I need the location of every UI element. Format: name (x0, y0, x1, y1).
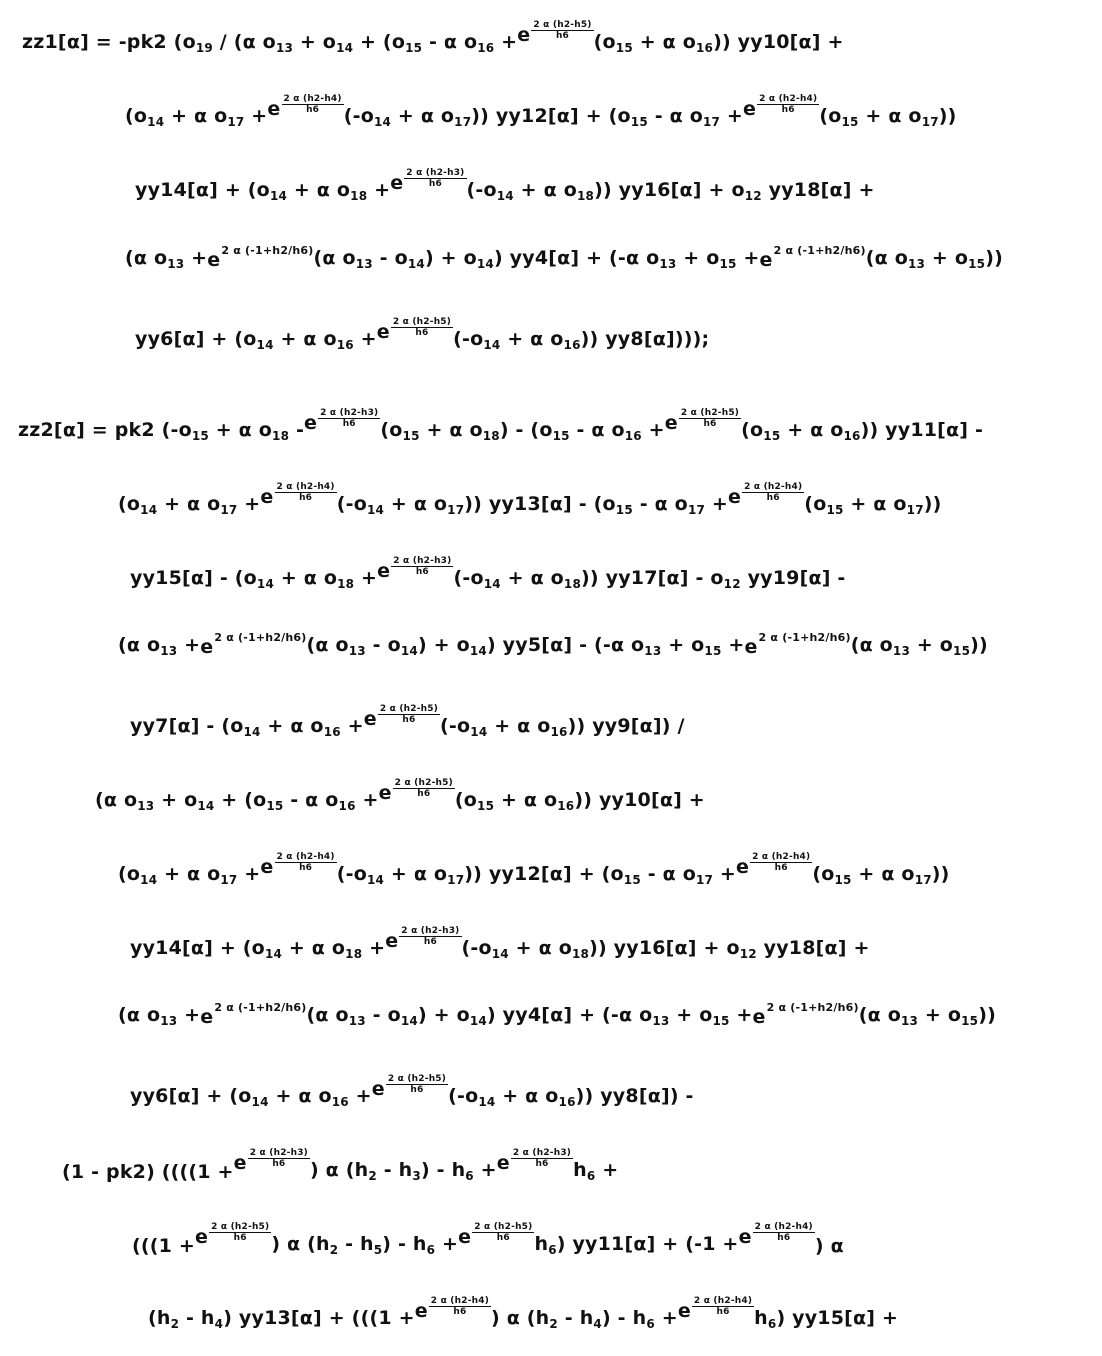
exponential-term: e 2 α (-1+h2/h6) (207, 244, 314, 271)
equation-line-l17 (132, 1222, 844, 1257)
expression-text: ($o_{15} + \alpha$ $o_{16}$)) yy10[α] + (454, 789, 705, 813)
exponential-term: e 2 α (-1+h2/h6) (200, 631, 307, 658)
expression-text: ($-o_{14} + \alpha$ $o_{17}$)) $yy12[\alpha] + (o_{15} - \alpha$ $o_{17}$ + (343, 105, 744, 129)
exponential-term: e $\frac{2 \alpha (h2-h5)}{h6}$ (371, 1074, 447, 1100)
exponential-term: e $\frac{2 \alpha (h2-h4)}{h6}$ (738, 1222, 813, 1248)
exponential-term: e $\frac{2 \alpha (h2-h5)}{h6}$ (376, 317, 452, 343)
expression-text: (α $o_{13} - o_{14}) + o_{14}$) yy4[α] + (-α $o_{13} + o_{15}$ + (306, 1004, 753, 1028)
expression-text: $(h_2 - h_4) yy13[\alpha] + (((1$ + (148, 1307, 415, 1331)
expression-text: ($o_{15} + \alpha$ $o_{17}$)) (819, 105, 957, 129)
equation-line-l8 (130, 556, 846, 591)
equation-line-l4 (125, 244, 1003, 271)
expression-text: ) α $(h_2 - h_3) - h_6$ + (309, 1159, 497, 1183)
expression-text: $yy6[\alpha] + (o_{14} + \alpha$ $o_{16}$ + (135, 328, 377, 352)
equation-line-l3 (135, 168, 875, 203)
expression-text: ($-o_{14} + \alpha$ $o_{16}$)) yy8[α]))); (453, 328, 710, 352)
equation-line-l7 (118, 482, 942, 517)
expression-text: $yy14[\alpha] + (o_{14} + \alpha$ $o_{18}$ + (135, 179, 391, 203)
exponential-term: e $\frac{2 \alpha (h2-h4)}{h6}$ (414, 1296, 490, 1322)
expression-text: (α $o_{13} - o_{14}) + o_{14}$) yy4[α] + (-α $o_{13} + o_{15}$ + (313, 247, 760, 271)
expression-text: (α $o_{13} + o_{14} + (o_{15} - \alpha$ $o_{16}$ + (95, 789, 379, 813)
expression-text: ($-o_{14} + \alpha$ $o_{18}$)) $yy16[\alpha] + o_{12}$ yy18[α] + (461, 937, 870, 961)
expression-text: ($-o_{14} + \alpha$ $o_{16}$)) yy8[α]) - (448, 1085, 694, 1109)
expression-text: ($-o_{14} + \alpha$ $o_{16}$)) yy9[α]) / (440, 715, 685, 739)
expression-text: (α $o_{13} + o_{15}$)) (858, 1004, 996, 1028)
expression-text: (α $o_{13}$ + (118, 1004, 201, 1028)
expression-text: ($o_{15} + \alpha$ $o_{17}$)) (812, 863, 950, 887)
equation-line-l2 (125, 94, 957, 129)
expression-text: ) α (814, 1235, 844, 1257)
exponential-term: e $\frac{2 \alpha (h2-h5)}{h6}$ (363, 704, 439, 730)
equation-line-l12 (118, 852, 950, 887)
exponential-term: e 2 α (-1+h2/h6) (200, 1001, 307, 1028)
expression-text: $h_6$) yy11[α] + (-1 + (534, 1233, 739, 1257)
expression-text: (α $o_{13}$ + (125, 247, 208, 271)
exponential-term: e 2 α (-1+h2/h6) (752, 1001, 859, 1028)
expression-text: (α $o_{13} + o_{15}$)) (850, 634, 988, 658)
exponential-term: e $\frac{2 \alpha (h2-h5)}{h6}$ (378, 778, 453, 804)
expression-text: $yy14[\alpha] + (o_{14} + \alpha$ $o_{18}$ + (130, 937, 386, 961)
expression-text: $yy15[\alpha] - (o_{14} + \alpha$ $o_{18}$ + (130, 567, 378, 591)
equation-line-l16 (62, 1148, 619, 1183)
equation-line-l15 (130, 1074, 694, 1109)
expression-text: (1 - pk2) ((((1 + (62, 1161, 234, 1183)
equation-line-l6 (18, 408, 984, 443)
expression-text: zz1[α] = -pk2 ($o_{19} / (\alpha$ $o_{13} + o_{14} + (o_{15} - \alpha$ $o_{16}$ + (22, 31, 518, 55)
equation-line-l10 (130, 704, 685, 739)
exponential-term: e $\frac{2 \alpha (h2-h3)}{h6}$ (390, 168, 465, 194)
expression-text: $yy6[\alpha] + (o_{14} + \alpha$ $o_{16}$ + (130, 1085, 372, 1109)
exponential-term: e $\frac{2 \alpha (h2-h4)}{h6}$ (677, 1296, 753, 1322)
equation-line-l14 (118, 1001, 996, 1028)
expression-text: ($o_{14} + \alpha$ $o_{17}$ + (118, 493, 261, 517)
equation-line-l18 (148, 1296, 899, 1331)
expression-text: ($o_{15} + \alpha$ $o_{16}$)) yy11[α] - (741, 419, 984, 443)
exponential-term: e $\frac{2 \alpha (h2-h3)}{h6}$ (233, 1148, 308, 1174)
expression-text: ($o_{14} + \alpha$ $o_{17}$ + (125, 105, 268, 129)
expression-text: ($-o_{14} + \alpha$ $o_{17}$)) $yy13[\alpha] - (o_{15}$ - α $o_{17}$ + (336, 493, 728, 517)
exponential-term: e $\frac{2 \alpha (h2-h5)}{h6}$ (195, 1222, 270, 1248)
exponential-term: e $\frac{2 \alpha (h2-h3)}{h6}$ (304, 408, 379, 434)
expression-text: ($-o_{14} + \alpha$ $o_{18}$)) $yy16[\alpha] + o_{12}$ yy18[α] + (466, 179, 875, 203)
equation-line-l1 (22, 20, 844, 55)
exponential-term: e $\frac{2 \alpha (h2-h4)}{h6}$ (736, 852, 811, 878)
exponential-term: e $\frac{2 \alpha (h2-h4)}{h6}$ (727, 482, 803, 508)
expression-text: (α $o_{13} - o_{14}) + o_{14}$) yy5[α] - (-α $o_{13} + o_{15}$ + (306, 634, 745, 658)
expression-text: zz2[α] = pk2 ($-o_{15} + \alpha$ $o_{18}$ - (18, 419, 305, 443)
exponential-term: e $\frac{2 \alpha (h2-h4)}{h6}$ (260, 482, 335, 508)
exponential-term: e $\frac{2 \alpha (h2-h4)}{h6}$ (743, 94, 818, 120)
expression-text: (((1 + (132, 1235, 196, 1257)
exponential-term: e $\frac{2 \alpha (h2-h5)}{h6}$ (458, 1222, 533, 1248)
expression-text: ) α $(h_2 - h_5) - h_6$ + (271, 1233, 459, 1257)
exponential-term: e $\frac{2 \alpha (h2-h3)}{h6}$ (377, 556, 452, 582)
exponential-term: e 2 α (-1+h2/h6) (759, 244, 866, 271)
expression-text: $h_6$ + (573, 1159, 619, 1183)
equation-line-l11 (95, 778, 705, 813)
exponential-term: e 2 α (-1+h2/h6) (744, 631, 851, 658)
expression-text: $yy7[\alpha] - (o_{14} + \alpha$ $o_{16}$ + (130, 715, 364, 739)
exponential-term: e $\frac{2 \alpha (h2-h4)}{h6}$ (260, 852, 335, 878)
exponential-term: e $\frac{2 \alpha (h2-h3)}{h6}$ (385, 926, 460, 952)
exponential-term: e $\frac{2 \alpha (h2-h4)}{h6}$ (267, 94, 342, 120)
exponential-term: e $\frac{2 \alpha (h2-h5)}{h6}$ (664, 408, 740, 434)
expression-text: (α $o_{13} + o_{15}$)) (865, 247, 1003, 271)
expression-text: ($o_{15} + \alpha$ $o_{18}) - (o_{15}$ - α $o_{16}$ + (380, 419, 665, 443)
equation-line-l5 (135, 317, 710, 352)
exponential-term: e $\frac{2 \alpha (h2-h5)}{h6}$ (517, 20, 592, 46)
expression-text: ($-o_{14} + \alpha$ $o_{18}$)) $yy17[\alpha] - o_{12}$ yy19[α] - (453, 567, 846, 591)
expression-text: ($o_{15} + \alpha$ $o_{16}$)) yy10[α] + (593, 31, 844, 55)
expression-text: (α $o_{13}$ + (118, 634, 201, 658)
expression-text: $h_6$) yy15[α] + (754, 1307, 899, 1331)
equation-line-l13 (130, 926, 870, 961)
expression-text: ($-o_{14} + \alpha$ $o_{17}$)) $yy12[\alpha] + (o_{15} - \alpha$ $o_{17}$ + (336, 863, 737, 887)
expression-text: ) α $(h_2 - h_4) - h_6$ + (491, 1307, 678, 1331)
exponential-term: e $\frac{2 \alpha (h2-h3)}{h6}$ (496, 1148, 572, 1174)
expression-text: ($o_{15} + \alpha$ $o_{17}$)) (804, 493, 942, 517)
equation-line-l9 (118, 631, 988, 658)
expression-text: ($o_{14} + \alpha$ $o_{17}$ + (118, 863, 261, 887)
